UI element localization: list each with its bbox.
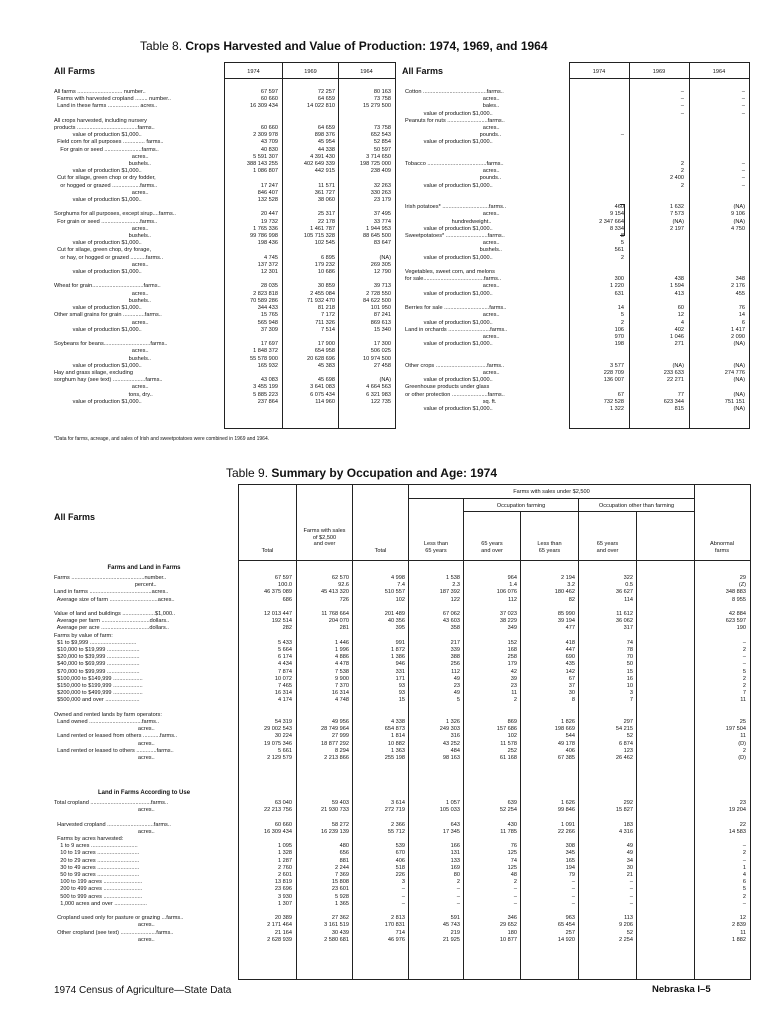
table9-hdr-occ-farming: Occupation farming — [496, 503, 546, 509]
table8-right-year-1964: 1964 — [712, 69, 726, 75]
table9-s2-col-abnormal: 23 19 204 22 14 583 – 2 – 1 4 6 5 2 – 12 2 839 11 1 882 — [728, 800, 746, 943]
page-footer-source: 1974 Census of Agriculture—State Data — [54, 985, 232, 996]
table9-hdr-abnormal: Abnormal farms — [710, 541, 734, 554]
table9-divider-5 — [520, 511, 521, 979]
table9-labels-section1: Farms ...............................................number.. percent.. Land in farms ........................................acres.. Average size of farm ...............................acres.. Value of land and buildings .....................$1,000.. Average per farm ...............................dollars.. Average per acre ...............................dollars.. Farms by value of farm: $1 to $9,999 .............................. $10,000 to $19,999 ..................... $20,000 to $39,999 ..................... $40,000 to $69,999 ..................... $70,000 to $99,999 ..................... $100,000 to $149,999 ................... $150,000 to $199,999 ................... $200,000 to $499,999 ................... $500,000 and over ...................... Owned and rented lands by farm operators: Land owned ..................................farms.. acres.. Land rented or leased from others ...........farms.. acres.. Land rented or leased to others .............farms.. acres.. — [54, 575, 178, 762]
table8-right-col-1964: – – – – – – – – (NA) 9 106 (NA) 4 750 348 2 176 455 76 14 6 1 417 2 090 (NA) (NA) 274 776 (NA) (NA) 751 151 (NA) — [724, 89, 745, 412]
table9-hdr-under-2500: Farms with sales under $2,500 — [513, 489, 590, 495]
table9-labels-section2: Total cropland .......................................farms.. acres.. Harvested cropland ..............................farms.. acres.. Farms by acres harvested: 1 to 9 acres .............................. 10 to 19 acres ........................... 20 to 29 acres ........................... 30 to 49 acres ........................... 50 to 99 acres ........................... 100 to 199 acres ......................... 200 to 499 acres ......................... 500 to 999 acres ......................... 1,000 acres and over ..................... Cropland used only for pasture or grazing ...farms.. acres.. Other cropland (see text) .......................farms.. acres.. — [54, 800, 184, 943]
table8-right-col-1969: – – – – 2 2 2 400 2 1 632 7 573 (NA) 2 197 438 1 594 413 60 12 4 402 1 046 271 (NA) 233 633 22 271 77 623 344 815 — [663, 89, 684, 412]
table8-left-col-1964: 80 163 73 758 15 279 500 73 758 652 543 52 854 50 597 3 714 650 198 725 000 238 409 32 263 330 263 23 179 37 495 33 774 1 944 953 88 645 500 83 647 (NA) 269 305 12 790 39 713 2 728 550 84 622 500 101 950 87 241 869 613 15 340 17 300 506 025 10 974 500 27 458 (NA) 4 664 563 6 321 983 122 735 — [359, 89, 391, 405]
potato-combined-bracket — [620, 204, 625, 236]
table9-s2-col-total: 63 040 22 213 756 60 660 16 309 434 1 095 1 328 1 287 2 760 2 601 13 819 23 696 3 930 1 307 20 389 2 171 464 21 164 2 628 939 — [264, 800, 292, 943]
table9-s1-col-total2: 4 998 7.4 510 557 102 201 489 40 356 395 991 1 872 1 386 946 331 171 93 93 15 4 338 654 873 1 814 10 882 1 363 255 198 — [384, 575, 405, 762]
table8-left-row-labels: All farms ............................. number.. Farms with harvested cropland ........ number.. Land in these farms .................... acres.. All crops harvested, including nursery products .......................................farms.. value of production $1,000.. Field corn for all purposes .............. farms.. For grain or seed ........................farms.. acres.. bushels.. value of production $1,000.. Cut for silage, green chop or dry fodder, or hogged or grazed ..................farms.. acres.. value of production $1,000.. Sorghums for all purposes, except sirup....farms.. For grain or seed .........................farms.. acres.. bushels.. value of production $1,000.. Cut for silage, green chop, dry forage, or hay, or hogged or grazed ..........farms.. acres.. value of production $1,000.. Wheat for grain.................................farms.. acres.. bushels.. value of production $1,000.. Other small grains for grain ..............farms.. acres.. value of production $1,000.. Soybeans for beans..............................farms.. acres.. bushels.. value of production $1,000.. Hay and grass silage, excluding sorghum hay (see text) .....................farms.. acres.. tons, dry.. value of production $1,000.. — [54, 89, 176, 405]
table8-left-col-1974: 67 597 60 660 16 309 434 60 660 2 309 978 43 709 40 830 5 591 307 388 143 255 1 086 807 17 247 846 407 132 528 20 447 19 732 1 765 336 99 786 998 198 436 4 745 137 372 12 301 28 035 2 823 818 70 589 286 344 433 15 765 565 948 37 309 17 697 1 848 372 55 578 900 165 932 43 083 3 455 199 5 885 223 237 864 — [246, 89, 278, 405]
table8-right-year-1969: 1969 — [652, 69, 666, 75]
table9-number: Table 9. — [226, 466, 269, 480]
table9-divider-6 — [578, 498, 579, 979]
table9-hdr-lt65-a: Less than 65 years — [423, 541, 449, 554]
table9-rule-under-sales — [408, 498, 694, 499]
table8-left-year-1964: 1964 — [360, 69, 373, 75]
table9-all-farms: All Farms — [54, 512, 96, 522]
table9-title — [226, 467, 497, 481]
table9-s2-col-lt65b: 1 626 99 846 1 091 22 266 308 345 165 194 79 – – – – 963 65 454 257 14 920 — [557, 800, 575, 943]
table9-hdr-occ-other: Occupation other than farming — [598, 503, 675, 509]
table9-divider-3 — [408, 484, 409, 979]
table9-s1-col-ge65b: 322 0.5 36 627 114 11 612 36 062 317 74 78 70 50 15 16 10 3 7 297 54 215 52 6 874 123 26 462 — [615, 575, 633, 762]
table9-s1-col-abnormal: 29 (Z) 348 883 8 955 42 884 623 597 190 – 2 – – 5 2 2 7 11 25 197 504 11 (D) 2 (D) — [725, 575, 746, 762]
table9-hdr-lt65-b: Less than 65 years — [537, 541, 562, 554]
table8-left-col-1969: 72 257 64 659 14 022 810 64 659 898 376 45 954 44 338 4 391 430 402 649 339 442 915 11 571 361 727 38 060 25 317 22 178 1 461 787 105 715 328 102 545 6 895 179 232 10 686 30 859 2 455 084 71 932 470 81 218 7 172 711 326 7 514 17 900 654 958 20 628 696 45 383 45 698 3 641 083 6 075 434 114 960 — [303, 89, 335, 405]
table8-title — [140, 40, 548, 54]
table9-s2-col-lt65a: 1 057 105 033 643 17 345 166 131 133 169 80 2 – – – 591 45 743 219 21 925 — [439, 800, 460, 943]
table8-footnote: *Data for farms, acreage, and sales of Irish and sweetpotatoes were combined in 1969 and 1964. — [54, 436, 270, 442]
table8-left-all-farms: All Farms — [54, 66, 96, 76]
table9-s1-col-total: 67 597 100.0 46 375 089 686 12 013 447 192 514 282 5 433 5 664 6 174 4 434 7 874 10 072 7 465 16 314 4 174 54 319 29 002 543 30 224 19 075 346 5 661 2 129 579 — [264, 575, 292, 762]
table8-left-year-1974: 1974 — [247, 69, 260, 75]
table8-title-text: Crops Harvested and Value of Production: 1974, 1969, and 1964 — [185, 39, 548, 53]
table8-number: Table 8. — [140, 39, 183, 53]
table8-left-header-rule — [224, 78, 395, 79]
table9-hdr-total: Total — [261, 548, 274, 554]
table9-section-farms-land: Farms and Land in Farms — [107, 565, 181, 571]
table8-right-header-rule — [569, 78, 749, 79]
page-footer-state-page: Nebraska I–5 — [652, 984, 711, 995]
table9-s1-col-sales2500: 62 570 92.6 45 413 320 726 11 768 664 204 070 281 1 446 1 996 4 886 4 478 7 538 9 900 7 370 16 314 4 748 49 956 28 749 964 27 999 18 877 292 8 294 2 213 866 — [321, 575, 349, 762]
table9-hdr-ge65-b: 65 years and over — [596, 541, 619, 554]
table9-s1-col-ge65a: 964 1.4 106 076 112 37 023 38 229 349 152 168 258 179 42 39 23 11 2 869 157 686 102 11 578 252 61 168 — [496, 575, 517, 762]
table9-s2-col-ge65b: 292 15 827 183 4 316 49 49 34 30 21 – – – – 113 9 206 52 2 254 — [615, 800, 633, 943]
table8-right-col-1974: – 460 9 154 2 347 664 8 334 8 5 561 2 300 1 220 631 14 5 2 106 970 198 3 577 228 709 136 007 67 732 528 1 322 — [599, 132, 624, 412]
table9-s2-col-sales2500: 59 403 21 930 733 58 272 16 239 139 480 656 881 2 244 7 369 15 808 23 601 5 928 1 365 27 362 3 161 519 30 439 2 580 681 — [321, 800, 349, 943]
table9-rule-under-header — [238, 560, 750, 561]
table9-hdr-total2: Total — [374, 548, 387, 554]
table8-right-row-labels: Cotton .........................................farms.. acres.. bales.. value of production $1,000.. Peanuts for nuts ..........................farms.. acres.. pounds.. value of production $1,000.. Tobacco ......................................farms.. acres.. pounds.. value of production $1,000.. Irish potatoes* ..............................farms.. acres.. hundredweight.. value of production $1,000.. Sweetpotatoes* ...........................farms.. acres.. bushels.. value of production $1,000.. Vegetables, sweet corn, and melons for sale.......................................farms.. acres.. value of production $1,000.. Berries for sale .............................farms.. acres.. value of production $1,000.. Land in orchards ...........................farms.. acres.. value of production $1,000.. Other crops .................................farms.. acres.. value of production $1,000.. Greenhouse products under glass or other protection .......................farms.. sq. ft. value of production $1,000.. — [405, 89, 508, 412]
table8-right-year-1974: 1974 — [592, 69, 606, 75]
table9-divider-2 — [352, 484, 353, 979]
table9-section-land-use: Land in Farms According to Use — [97, 790, 191, 796]
table9-title-text: Summary by Occupation and Age: 1974 — [271, 466, 497, 480]
table9-s1-col-lt65a: 1 538 2.3 187 392 122 67 062 43 603 358 217 339 388 256 112 49 23 49 5 1 326 249 303 316 43 252 484 98 163 — [439, 575, 460, 762]
table9-divider-4 — [463, 498, 464, 979]
table9-divider-7 — [636, 511, 637, 979]
table9-hdr-sales-2500: Farms with sales of $2,500 and over — [303, 528, 346, 547]
table9-s1-col-lt65b: 2 194 3.2 180 462 82 85 990 39 194 477 418 447 690 435 142 67 37 30 8 1 826 198 669 544 49 178 406 67 385 — [554, 575, 575, 762]
table9-divider-1 — [296, 484, 297, 979]
table9-s2-col-total2: 3 614 272 719 2 366 55 712 539 670 406 518 226 3 – – – 2 813 170 831 714 46 976 — [384, 800, 405, 943]
table8-right-all-farms: All Farms — [402, 66, 444, 76]
table9-hdr-ge65-a: 65 years and over — [481, 541, 503, 554]
table9-s2-col-ge65a: 639 52 254 430 11 785 76 125 74 125 48 2 – – – 346 29 652 180 10 877 — [499, 800, 517, 943]
table8-left-year-1969: 1969 — [304, 69, 317, 75]
table9-divider-8 — [694, 484, 695, 979]
